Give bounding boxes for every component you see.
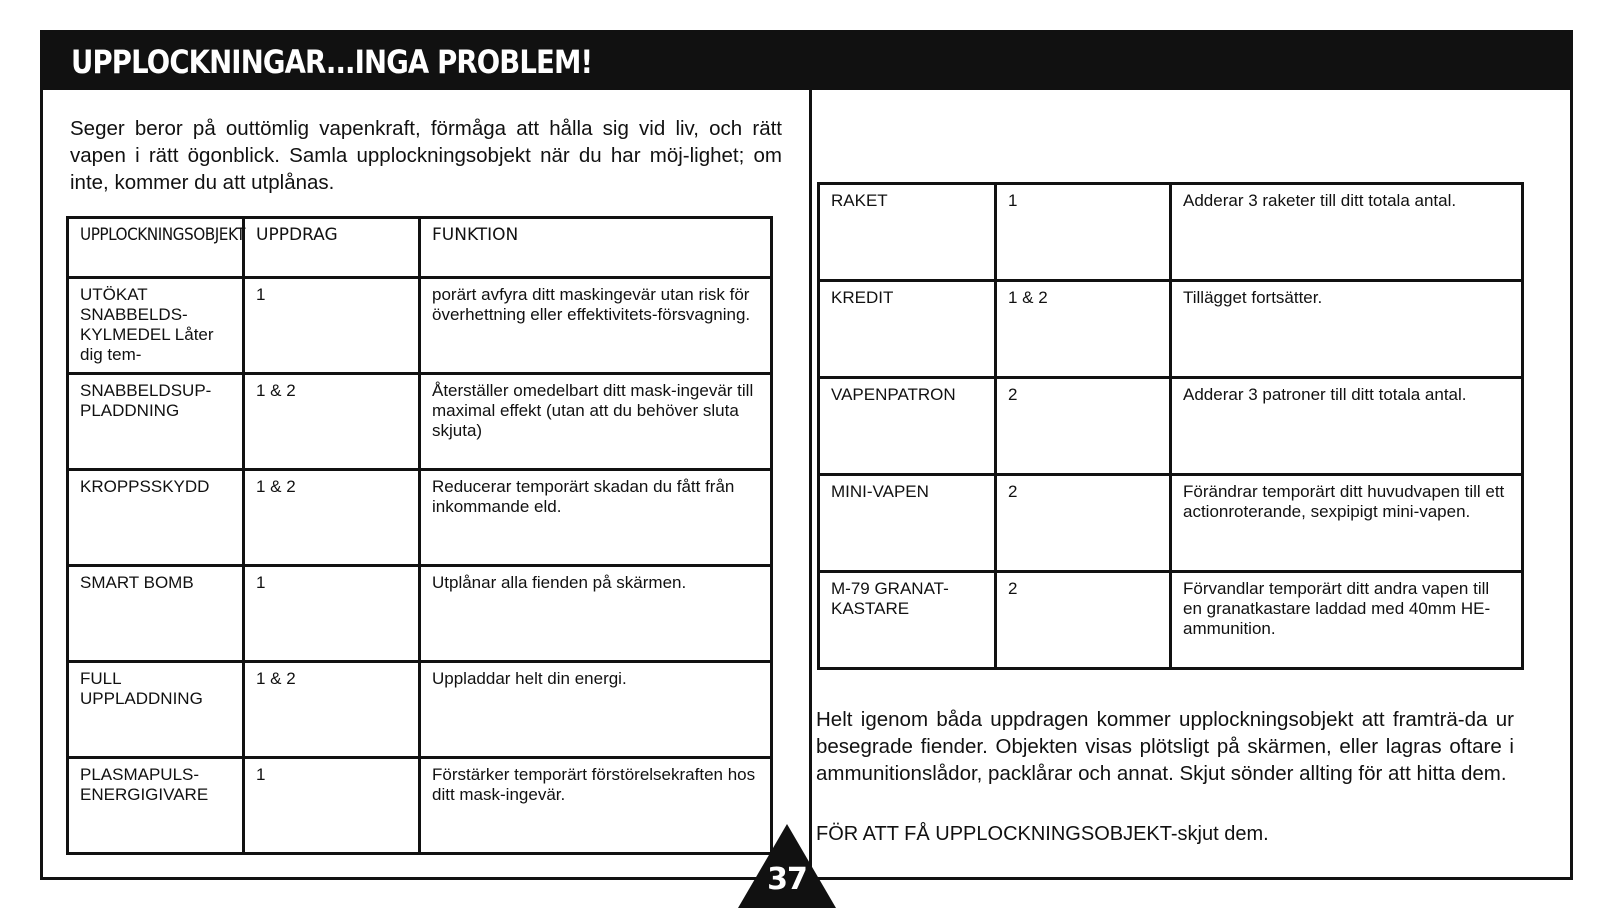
page-number: 37 [767,862,807,897]
item-name: UTÖKAT SNABBELDS-KYLMEDEL Låter dig tem- [68,278,244,374]
item-mission: 1 [244,566,420,662]
item-function: Uppladdar helt din energi. [420,662,772,758]
item-name: VAPENPATRON [819,378,996,475]
item-mission: 1 & 2 [244,662,420,758]
item-name: RAKET [819,184,996,281]
table-row [68,470,772,566]
item-function: Förvandlar temporärt ditt andra vapen till en granatkastare laddad med 40mm HE-ammunition. [1171,572,1523,669]
outro-paragraph: Helt igenom båda uppdragen kommer upplockningsobjekt att framträ-da ur besegrade fiender. Objekten visas plötsligt på skärmen, eller lagras oftare i ammunitionslådor, packlårar och annat. Skjut sönder allting för att hitta dem. [816,708,1514,785]
item-function: Förstärker temporärt förstörelsekraften hos ditt mask-ingevär. [420,758,772,854]
item-function: Adderar 3 raketer till ditt totala antal. [1171,184,1523,281]
item-name: FULL UPPLADDNING [68,662,244,758]
table-row [819,184,1523,281]
item-name: M-79 GRANAT-KASTARE [819,572,996,669]
item-name: KROPPSSKYDD [68,470,244,566]
pickup-table-left [66,216,773,855]
table-header-row [68,218,772,278]
table-row [68,278,772,374]
pickup-table-right [817,182,1524,670]
item-name: SMART BOMB [68,566,244,662]
item-mission: 1 [244,278,420,374]
item-function: porärt avfyra ditt maskingevär utan risk för överhettning eller effektivitets-försvagning. [420,278,772,374]
table-row [68,758,772,854]
table-row [68,374,772,470]
item-name: PLASMAPULS-ENERGIGIVARE [68,758,244,854]
item-function: Tillägget fortsätter. [1171,281,1523,378]
header-object: UPPLOCKNINGSOBJEKT [68,218,244,278]
item-function: Utplånar alla fienden på skärmen. [420,566,772,662]
table-row [68,662,772,758]
table-row [68,566,772,662]
item-function: Adderar 3 patroner till ditt totala antal. [1171,378,1523,475]
item-mission: 2 [996,572,1171,669]
item-mission: 2 [996,378,1171,475]
item-name: SNABBELDSUP-PLADDNING [68,374,244,470]
column-divider [809,90,812,880]
header-mission: UPPDRAG [244,218,420,278]
item-mission: 1 & 2 [996,281,1171,378]
item-mission: 1 & 2 [244,470,420,566]
item-mission: 1 & 2 [244,374,420,470]
intro-paragraph: Seger beror på outtömlig vapenkraft, förmåga att hålla sig vid liv, och rätt vapen i rätt ögonblick. Samla upplockningsobjekt när du har möj-lighet; om inte, kommer du att utplånas. [70,117,782,194]
item-function: Återställer omedelbart ditt mask-ingevär till maximal effekt (utan att du behöver sluta skjuta) [420,374,772,470]
item-function: Reducerar temporärt skadan du fått från inkommande eld. [420,470,772,566]
header-bar [43,33,1570,90]
item-mission: 1 [244,758,420,854]
item-mission: 2 [996,475,1171,572]
table-row [819,281,1523,378]
header-function: FUNKTION [420,218,772,278]
manual-page-spread [40,30,1573,880]
table-row [819,572,1523,669]
table-row [819,475,1523,572]
item-mission: 1 [996,184,1171,281]
page-title: UPPLOCKNINGAR...INGA PROBLEM! [71,43,593,81]
item-function: Förändrar temporärt ditt huvudvapen till ett actionroterande, sexpipigt mini-vapen. [1171,475,1523,572]
table-row [819,378,1523,475]
item-name: MINI-VAPEN [819,475,996,572]
item-name: KREDIT [819,281,996,378]
pickup-tip: FÖR ATT FÅ UPPLOCKNINGSOBJEKT-skjut dem. [816,823,1269,845]
